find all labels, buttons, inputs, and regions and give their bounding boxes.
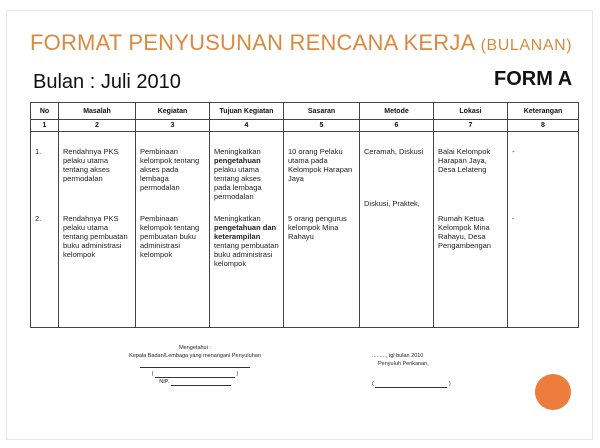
- col-header-masalah: Masalah: [59, 103, 136, 120]
- row2-metode: Diskusi, Praktek,: [364, 199, 420, 208]
- row1-masalah: Rendahnya PKS pelaku utama tentang akses permodalan: [63, 147, 119, 183]
- no-cell: [31, 132, 59, 328]
- col-number: 3: [136, 120, 210, 132]
- col-header-lokasi: Lokasi: [434, 103, 508, 120]
- col-number: 1: [31, 120, 59, 132]
- kegiatan-cell: [136, 132, 210, 328]
- right-name-line: [372, 380, 482, 388]
- left-nip-line: [95, 378, 295, 386]
- right-date: ........., tgl bulan 2010: [372, 353, 424, 359]
- masalah-cell: [59, 132, 136, 328]
- row1-tujuan-c: pelaku utama tentang akses pada lembaga permodalan: [214, 165, 262, 201]
- row1-tujuan-a: Meningkatkan: [214, 147, 261, 156]
- col-header-no: No: [31, 103, 59, 120]
- col-number: 8: [508, 120, 579, 132]
- table-body-row: [31, 132, 579, 328]
- col-header-kegiatan: Kegiatan: [136, 103, 210, 120]
- col-header-sasaran: Sasaran: [284, 103, 360, 120]
- row1-kegiatan: Pembinaan kelompok tentang akses pada lembaga permodalan: [140, 147, 200, 192]
- row1-sasaran: 10 orang Pelaku utama pada Kelompok Harapan Jaya: [288, 147, 353, 183]
- table-header-row: [31, 103, 579, 120]
- metode-cell: [360, 132, 434, 328]
- left-name-line: [95, 370, 295, 378]
- page-title: [30, 30, 580, 56]
- right-open: (: [372, 381, 374, 387]
- left-nip: NIP.: [159, 379, 170, 385]
- left-signature-line: [95, 360, 295, 368]
- row1-lokasi: Balai Kelompok Harapan Jaya, Desa Lelateng: [438, 147, 491, 174]
- left-rule: [140, 367, 250, 368]
- col-number: 2: [59, 120, 136, 132]
- column-number-row: [31, 120, 579, 132]
- right-role: Penyuluh Perikanan,: [378, 361, 429, 367]
- col-number: 4: [210, 120, 284, 132]
- row1-keterangan: -: [512, 147, 515, 156]
- row2-sasaran: 5 orang pengurus kelompok Mina Rahayu: [288, 214, 347, 241]
- month-line: Bulan : Juli 2010: [33, 71, 181, 93]
- row1-no: 1.: [35, 147, 42, 156]
- col-header-keterangan: Keterangan: [508, 103, 579, 120]
- row2-no: 2.: [35, 214, 42, 223]
- title-main: FORMAT PENYUSUNAN RENCANA KERJA: [30, 30, 475, 55]
- right-name-rule: [375, 387, 447, 388]
- form-label: FORM A: [494, 68, 573, 90]
- row2-tujuan-a: Meningkatkan: [214, 214, 261, 223]
- col-header-tujuan: Tujuan Kegiatan: [210, 103, 284, 120]
- keterangan-cell: [508, 132, 579, 328]
- row2-keterangan: -: [512, 214, 515, 223]
- left-open: (: [151, 371, 154, 377]
- tujuan-cell: [210, 132, 284, 328]
- lokasi-cell: [434, 132, 508, 328]
- row2-lokasi: Rumah Ketua Kelompok Mina Rahayu, Desa Pengambengan: [438, 214, 491, 250]
- right-close: ): [448, 381, 451, 387]
- col-header-metode: Metode: [360, 103, 434, 120]
- row1-metode: Ceramah, Diskusi: [364, 147, 424, 156]
- col-number: 5: [284, 120, 360, 132]
- row2-tujuan: [214, 214, 279, 268]
- left-title: Mengetahui :: [179, 345, 211, 351]
- left-org: Kepala Badan/Lembaga yang menangani Penyuluhan: [129, 353, 261, 359]
- signature-block-right: [372, 352, 482, 388]
- sasaran-cell: [284, 132, 360, 328]
- left-nip-rule: [171, 385, 231, 386]
- row2-tujuan-c: tentang pembuatan buku administrasi kelompok: [214, 241, 279, 268]
- work-plan-table: [30, 102, 579, 328]
- col-number: 6: [360, 120, 434, 132]
- row2-kegiatan: Pembinaan kelompok tentang pembuatan buku administrasi kelompok: [140, 214, 200, 259]
- row2-masalah: Rendahnya PKS pelaku utama tentang pembuatan buku administrasi kelompok: [63, 214, 128, 259]
- orange-circle-decoration: [535, 374, 571, 410]
- row1-tujuan-b: pengetahuan: [214, 156, 261, 165]
- title-sub: (BULANAN): [480, 37, 573, 54]
- col-number: 7: [434, 120, 508, 132]
- row2-tujuan-b: pengetahuan dan keterampilan: [214, 223, 277, 241]
- left-close: ): [236, 371, 239, 377]
- signature-block-left: [95, 344, 295, 386]
- row1-tujuan: [214, 147, 279, 201]
